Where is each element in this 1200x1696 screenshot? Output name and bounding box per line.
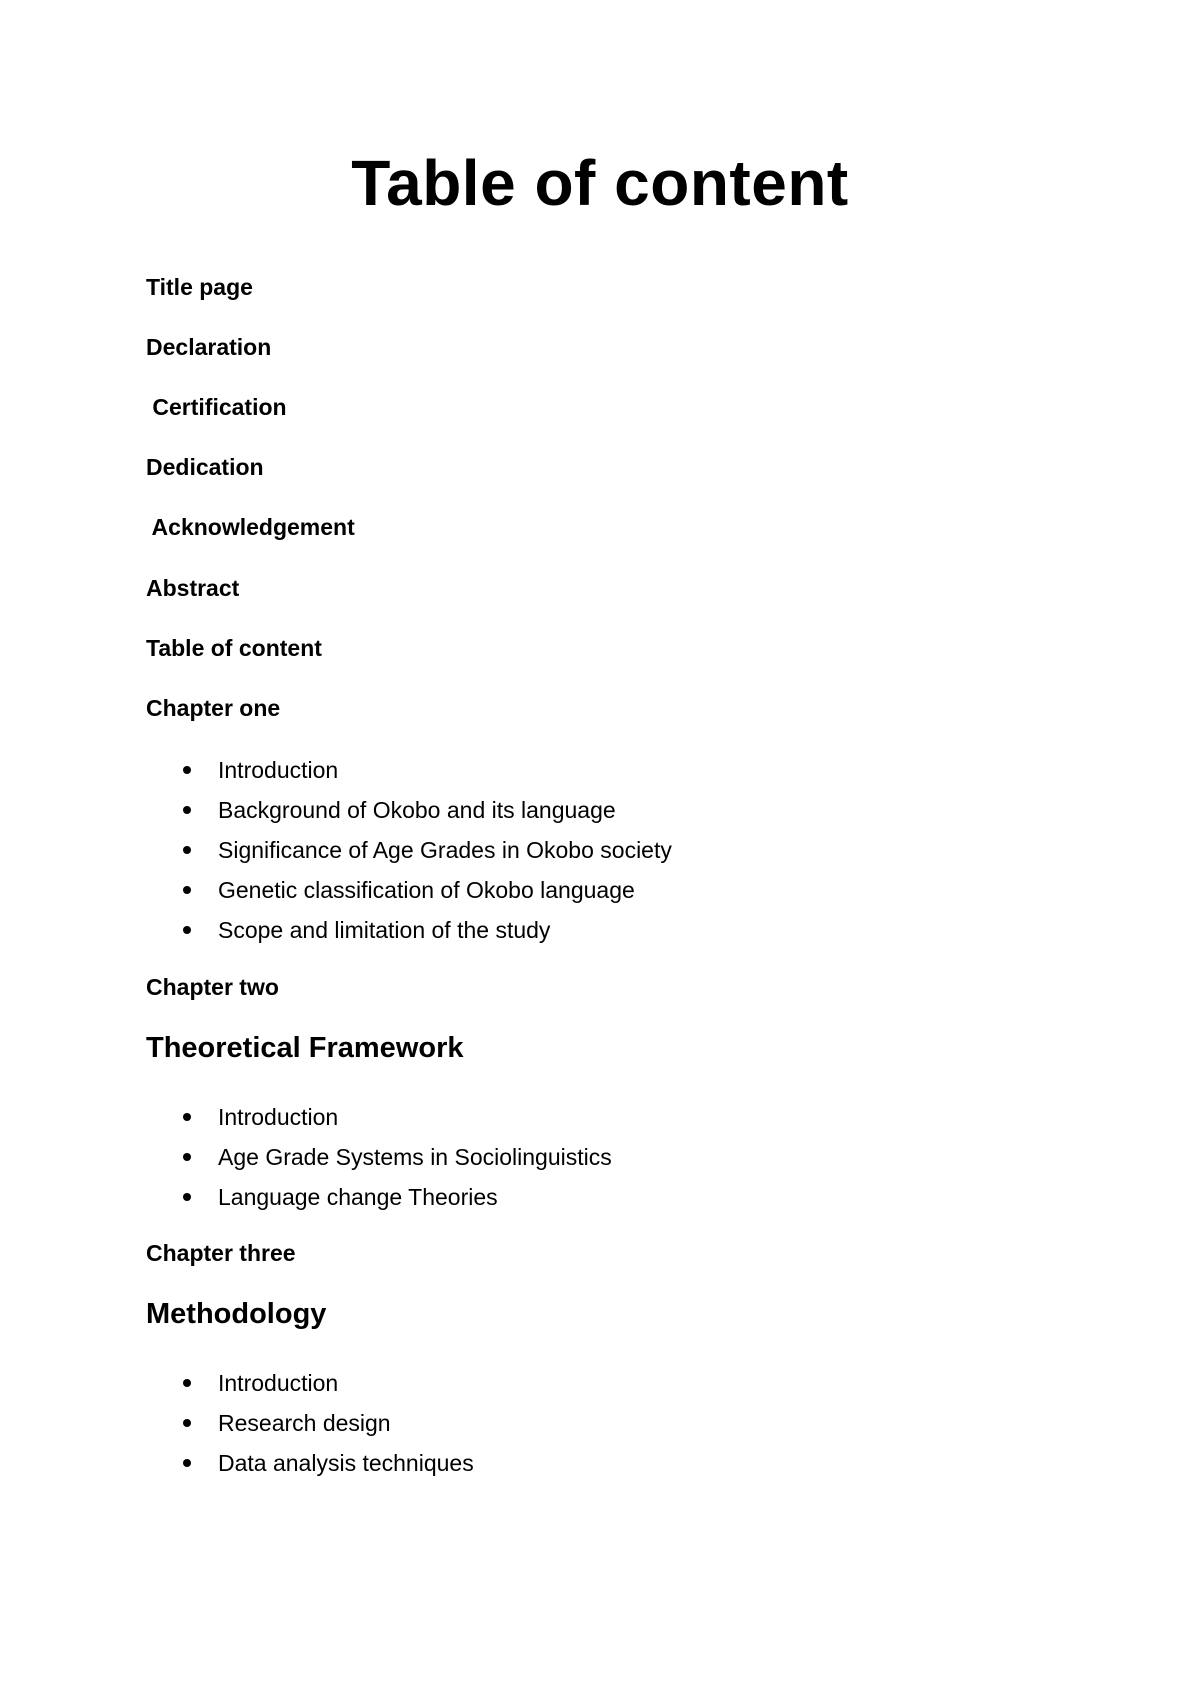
list-item [180,750,672,790]
list-item-text: Age Grade Systems in Sociolinguistics [218,1144,612,1170]
list-item-text: Genetic classification of Okobo language [218,877,635,903]
chapter-three-heading: Methodology [146,1298,327,1330]
list-item-text: Data analysis techniques [218,1450,474,1476]
toc-entry-table-of-content: Table of content [146,635,322,661]
list-item [180,790,672,830]
toc-entry-certification: Certification [146,394,287,420]
list-item-text: Introduction [218,1370,339,1396]
bullet-icon [183,846,191,854]
list-item [180,870,672,910]
chapter-two-heading: Theoretical Framework [146,1032,464,1064]
bullet-icon [183,1193,191,1201]
page-title: Table of content [351,147,849,219]
list-item [180,910,672,950]
chapter-two-label: Chapter two [146,974,279,1000]
list-item-text: Introduction [218,1104,339,1130]
bullet-icon [183,926,191,934]
chapter-three-list [180,1363,474,1483]
bullet-icon [183,1419,191,1427]
list-item [180,1443,474,1483]
toc-entry-declaration: Declaration [146,334,272,360]
toc-entry-dedication: Dedication [146,454,264,480]
bullet-icon [183,1113,191,1121]
bullet-icon [183,806,191,814]
list-item [180,1097,612,1137]
list-item [180,1363,474,1403]
chapter-one-label: Chapter one [146,695,281,721]
chapter-two-list [180,1097,612,1217]
list-item [180,1137,612,1177]
bullet-icon [183,1379,191,1387]
list-item-text: Background of Okobo and its language [218,797,616,823]
chapter-three-label: Chapter three [146,1240,296,1266]
chapter-one-list [180,750,672,950]
list-item-text: Research design [218,1410,391,1436]
bullet-icon [183,1459,191,1467]
toc-entry-acknowledgement: Acknowledgement [146,514,355,540]
list-item [180,1177,612,1217]
list-item [180,1403,474,1443]
bullet-icon [183,766,191,774]
list-item [180,830,672,870]
list-item-text: Introduction [218,757,339,783]
toc-entry-abstract: Abstract [146,575,240,601]
list-item-text: Significance of Age Grades in Okobo society [218,837,672,863]
toc-entry-title-page: Title page [146,274,253,300]
list-item-text: Scope and limitation of the study [218,917,551,943]
list-item-text: Language change Theories [218,1184,498,1210]
bullet-icon [183,1153,191,1161]
bullet-icon [183,886,191,894]
